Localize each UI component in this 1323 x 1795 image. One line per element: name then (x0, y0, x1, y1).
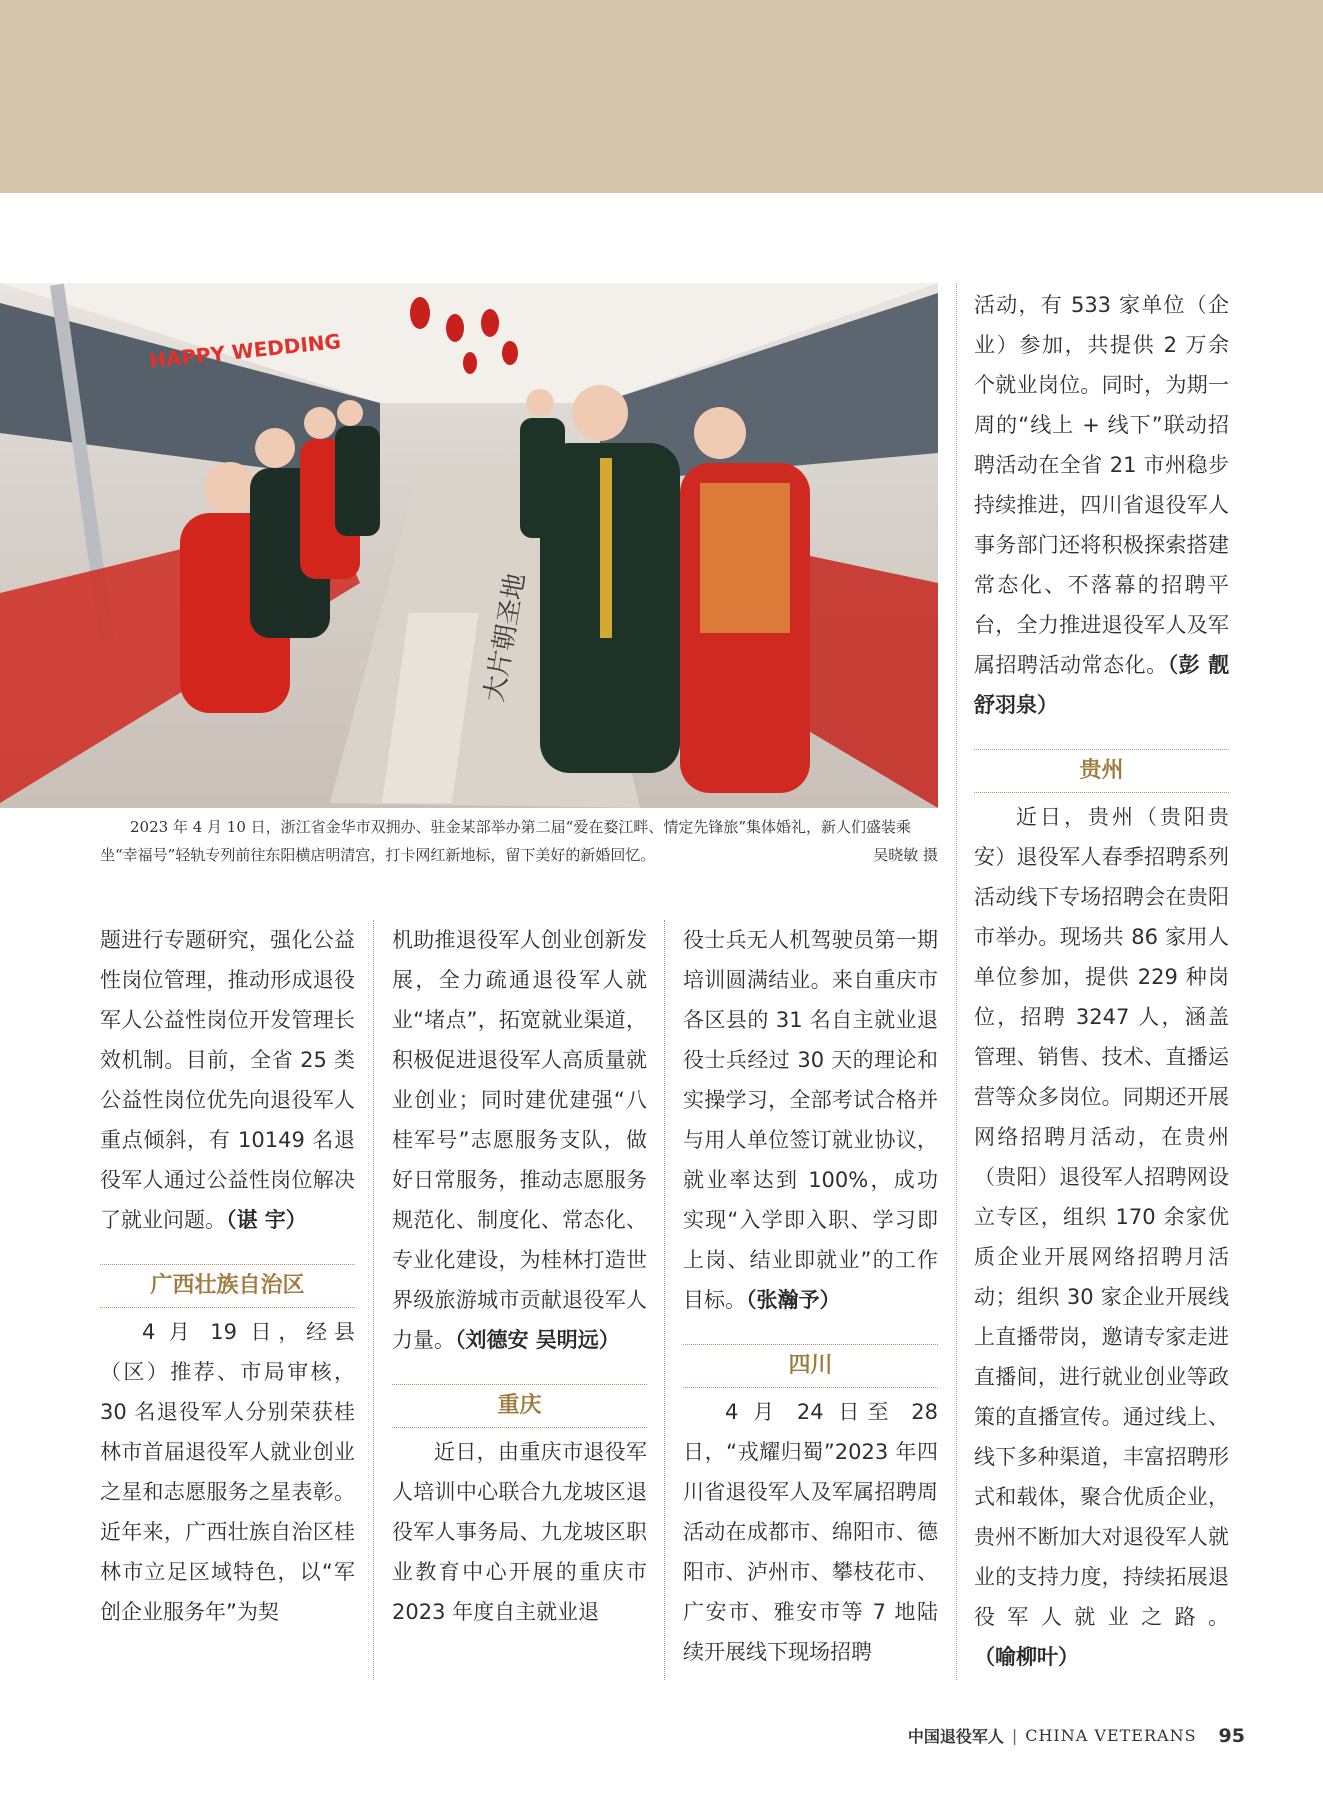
column-divider (956, 283, 957, 1680)
col3-author-sig: （张瀚予） (746, 1288, 841, 1312)
article-column-4 (974, 285, 1229, 1677)
col2-paragraph-1: 机助推退役军人创业创新发展，全力疏通退役军人就业“堵点”，拓宽就业渠道，积极促进退役军人高质量就业创业；同时建优建强“八桂军号”志愿服务支队，做好日常服务，推动志愿服务规范化、制度化、常态化、专业化建设，为桂林打造世界级旅游城市贡献退役军人力量。（刘德安 吴明远） (392, 928, 647, 1352)
photo-floor-text: 大片朝圣地 (479, 570, 532, 705)
photo-credit: 吴晓敏 摄 (873, 846, 938, 864)
header-band (0, 0, 1323, 193)
section-head-guangxi: 广西壮族自治区 (100, 1264, 355, 1308)
col2-author-sig: （刘德安 吴明远） (455, 1328, 620, 1352)
col4-author-sig-2: （喻柳叶） (974, 1645, 1079, 1669)
photo-caption-text: 2023 年 4 月 10 日，浙江省金华市双拥办、驻金某部举办第二届“爱在婺江畔、情定先锋旅”集体婚礼，新人们盛装乘坐“幸福号”轻轨专列前往东阳横店明清宫，打卡网红新地标，留下美好的新婚回忆。 (100, 818, 911, 864)
footer-magazine-cn: 中国退役军人 (907, 1727, 1004, 1746)
column-divider (664, 920, 665, 1680)
footer-magazine-en: CHINA VETERANS (1025, 1726, 1197, 1745)
article-column-2 (392, 920, 647, 1632)
photo-sign-text: HAPPY WEDDING (148, 328, 342, 373)
section-head-chongqing: 重庆 (392, 1384, 647, 1428)
section-head-sichuan: 四川 (683, 1344, 938, 1388)
page-footer (908, 1724, 1245, 1747)
section-head-guizhou: 贵州 (974, 749, 1229, 793)
col1-paragraph-2: 4 月 19 日，经县（区）推荐、市局审核，30 名退役军人分别荣获桂林市首届退役军人就业创业之星和志愿服务之星表彰。近年来，广西壮族自治区桂林市立足区域特色，以“军创企业服务年”为契 (100, 1320, 355, 1624)
col4-author-sig: （彭 靓 舒羽泉） (974, 653, 1229, 717)
col4-paragraph-2: 近日，贵州（贵阳贵安）退役军人春季招聘系列活动线下专场招聘会在贵阳市举办。现场共 86 家用人单位参加，提供 229 种岗位，招聘 3247 人，涵盖管理、销售、技术、直播运营等众多岗位。同期还开展网络招聘月活动，在贵州（贵阳）退役军人招聘网设立专区，组织 170 余家优质企业开展网络招聘月活动；组织 30 家企业开展线上直播带岗，邀请专家走进直播间，进行就业创业等政策的直播宣传。通过线上、线下多种渠道，丰富招聘形式和载体，聚合优质企业，贵州不断加大对退役军人就业的支持力度，持续拓展退役军人就业之路。（喻柳叶） (974, 805, 1229, 1669)
wedding-photo (0, 283, 938, 808)
col3-paragraph-2: 4 月 24 日至 28 日，“戎耀归蜀”2023 年四川省退役军人及军属招聘周活动在成都市、绵阳市、德阳市、泸州市、攀枝花市、广安市、雅安市等 7 地陆续开展线下现场招聘 (683, 1400, 938, 1664)
column-divider (373, 920, 374, 1680)
col2-paragraph-2: 近日，由重庆市退役军人培训中心联合九龙坡区退役军人事务局、九龙坡区职业教育中心开展的重庆市 2023 年度自主就业退 (392, 1440, 647, 1624)
photo-caption (100, 813, 938, 869)
article-column-1 (100, 920, 355, 1632)
wedding-photo-illustration (0, 283, 938, 808)
col4-paragraph-1: 活动，有 533 家单位（企业）参加，共提供 2 万余个就业岗位。同时，为期一周的“线上 + 线下”联动招聘活动在全省 21 市州稳步持续推进，四川省退役军人事务部门还将积极探索搭建常态化、不落幕的招聘平台，全力推进退役军人及军属招聘活动常态化。（彭 靓 舒羽泉） (974, 293, 1229, 717)
col3-paragraph-1: 役士兵无人机驾驶员第一期培训圆满结业。来自重庆市各区县的 31 名自主就业退役士兵经过 30 天的理论和实操学习，全部考试合格并与用人单位签订就业协议，就业率达到 100%，成功实现“入学即入职、学习即上岗、结业即就业”的工作目标。（张瀚予） (683, 928, 938, 1312)
page-number: 95 (1218, 1724, 1245, 1747)
footer-separator: | (1011, 1726, 1018, 1745)
article-column-3 (683, 920, 938, 1672)
col1-author-sig: （谌 宇） (226, 1208, 307, 1232)
col1-paragraph-1: 题进行专题研究，强化公益性岗位管理，推动形成退役军人公益性岗位开发管理长效机制。目前，全省 25 类公益性岗位优先向退役军人重点倾斜，有 10149 名退役军人通过公益性岗位解决了就业问题。（谌 宇） (100, 928, 355, 1232)
